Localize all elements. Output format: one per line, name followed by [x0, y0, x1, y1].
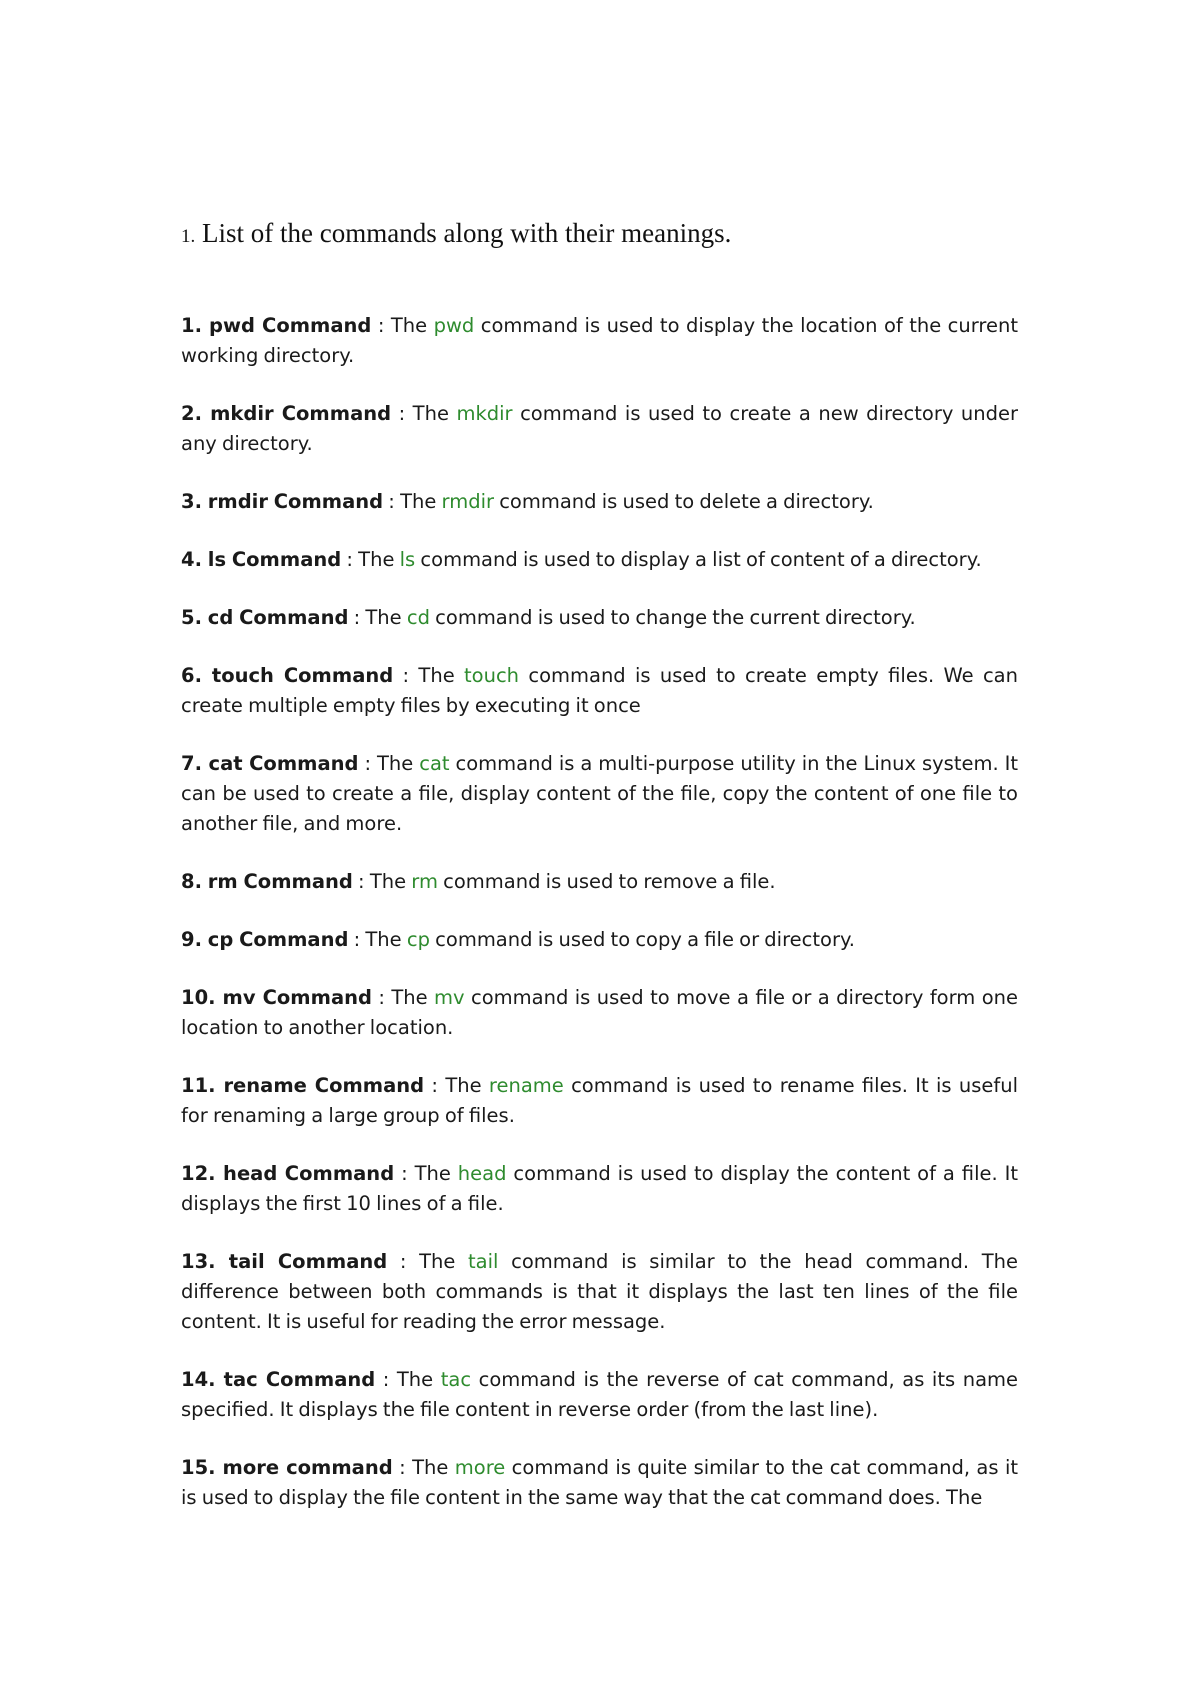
separator: : [341, 548, 359, 571]
command-title: 12. head Command [181, 1162, 395, 1185]
description-start: The [419, 1250, 469, 1273]
list-item [181, 545, 1018, 575]
command-name: touch [464, 664, 520, 687]
description-rest: command is quite similar to the cat command, as it is used to display the file content in the same way that the cat command does. The [181, 1456, 1019, 1509]
section-heading [181, 218, 1041, 249]
description-rest: command is used to remove a file. [437, 870, 776, 893]
command-name: cd [406, 606, 430, 629]
description-rest: command is used to display the location of the current working directory. [181, 314, 1018, 367]
list-item [181, 311, 1018, 371]
command-title: 1. pwd Command [181, 314, 372, 337]
command-title: 15. more command [181, 1456, 393, 1479]
list-item [181, 603, 1018, 633]
description-start: The [365, 606, 407, 629]
separator: : [371, 314, 391, 337]
command-name: tac [440, 1368, 472, 1391]
list-item [181, 1365, 1018, 1425]
separator: : [424, 1074, 446, 1097]
list-item [181, 487, 1018, 517]
description-rest: command is used to copy a file or directory. [429, 928, 855, 951]
list-item [181, 661, 1018, 721]
command-name: ls [399, 548, 416, 571]
description-rest: command is used to create a new directory under any directory. [181, 402, 1019, 455]
command-name: rm [411, 870, 438, 893]
list-item [181, 1453, 1018, 1513]
description-start: The [412, 1456, 455, 1479]
list-item [181, 867, 1018, 897]
command-title: 9. cp Command [181, 928, 349, 951]
command-name: rename [488, 1074, 564, 1097]
description-start: The [377, 752, 420, 775]
command-title: 8. rm Command [181, 870, 353, 893]
list-item [181, 983, 1018, 1043]
description-start: The [414, 1162, 458, 1185]
separator: : [394, 1162, 415, 1185]
description-rest: command is used to delete a directory. [494, 490, 874, 513]
list-item [181, 925, 1018, 955]
description-start: The [400, 490, 442, 513]
list-item [181, 399, 1018, 459]
command-name: tail [468, 1250, 499, 1273]
description-start: The [412, 402, 457, 425]
command-title: 13. tail Command [181, 1250, 388, 1273]
command-title: 5. cd Command [181, 606, 349, 629]
description-rest: command is used to move a file or a directory form one location to another location. [181, 986, 1018, 1039]
description-start: The [358, 548, 400, 571]
separator: : [387, 1250, 420, 1273]
separator: : [348, 928, 366, 951]
separator: : [358, 752, 377, 775]
list-item [181, 1159, 1018, 1219]
description-rest: command is the reverse of cat command, as its name specified. It displays the file content in reverse order (from the last line). [181, 1368, 1019, 1421]
list-item [181, 1247, 1018, 1337]
heading-number: 1. [181, 226, 196, 247]
command-name: more [454, 1456, 506, 1479]
command-title: 4. ls Command [181, 548, 342, 571]
list-item [181, 749, 1018, 839]
command-name: cp [406, 928, 430, 951]
separator: : [371, 986, 392, 1009]
command-title: 14. tac Command [181, 1368, 376, 1391]
separator: : [393, 664, 419, 687]
list-item [181, 1071, 1018, 1131]
command-name: pwd [433, 314, 475, 337]
description-rest: command is used to rename files. It is useful for renaming a large group of files. [181, 1074, 1018, 1127]
description-rest: command is a multi-purpose utility in the Linux system. It can be used to create a file, display content of the file, copy the content of one file to another file, and more. [181, 752, 1019, 835]
command-name: head [457, 1162, 507, 1185]
command-title: 3. rmdir Command [181, 490, 384, 513]
description-rest: command is used to display a list of content of a directory. [415, 548, 982, 571]
description-start: The [418, 664, 465, 687]
description-start: The [445, 1074, 489, 1097]
description-start: The [365, 928, 407, 951]
separator: : [383, 490, 401, 513]
description-rest: command is used to create empty files. We can create multiple empty files by executing it once [181, 664, 1018, 717]
description-rest: command is used to change the current directory. [429, 606, 916, 629]
description-start: The [390, 314, 434, 337]
command-title: 11. rename Command [181, 1074, 425, 1097]
separator: : [352, 870, 370, 893]
command-name: rmdir [441, 490, 495, 513]
command-name: cat [419, 752, 450, 775]
separator: : [392, 1456, 413, 1479]
separator: : [391, 402, 413, 425]
separator: : [375, 1368, 397, 1391]
command-name: mv [434, 986, 465, 1009]
description-rest: command is similar to the head command. The difference between both commands is that it displays the last ten lines of the file content. It is useful for reading the error message. [181, 1250, 1018, 1333]
description-rest: command is used to display the content of a file. It displays the first 10 lines of a file. [181, 1162, 1019, 1215]
command-title: 10. mv Command [181, 986, 372, 1009]
description-start: The [396, 1368, 441, 1391]
command-title: 2. mkdir Command [181, 402, 392, 425]
command-title: 7. cat Command [181, 752, 359, 775]
heading-text: List of the commands along with their meanings. [202, 218, 732, 248]
command-list [181, 311, 1018, 1541]
separator: : [348, 606, 366, 629]
description-start: The [369, 870, 412, 893]
description-start: The [391, 986, 435, 1009]
command-title: 6. touch Command [181, 664, 394, 687]
command-name: mkdir [456, 402, 513, 425]
